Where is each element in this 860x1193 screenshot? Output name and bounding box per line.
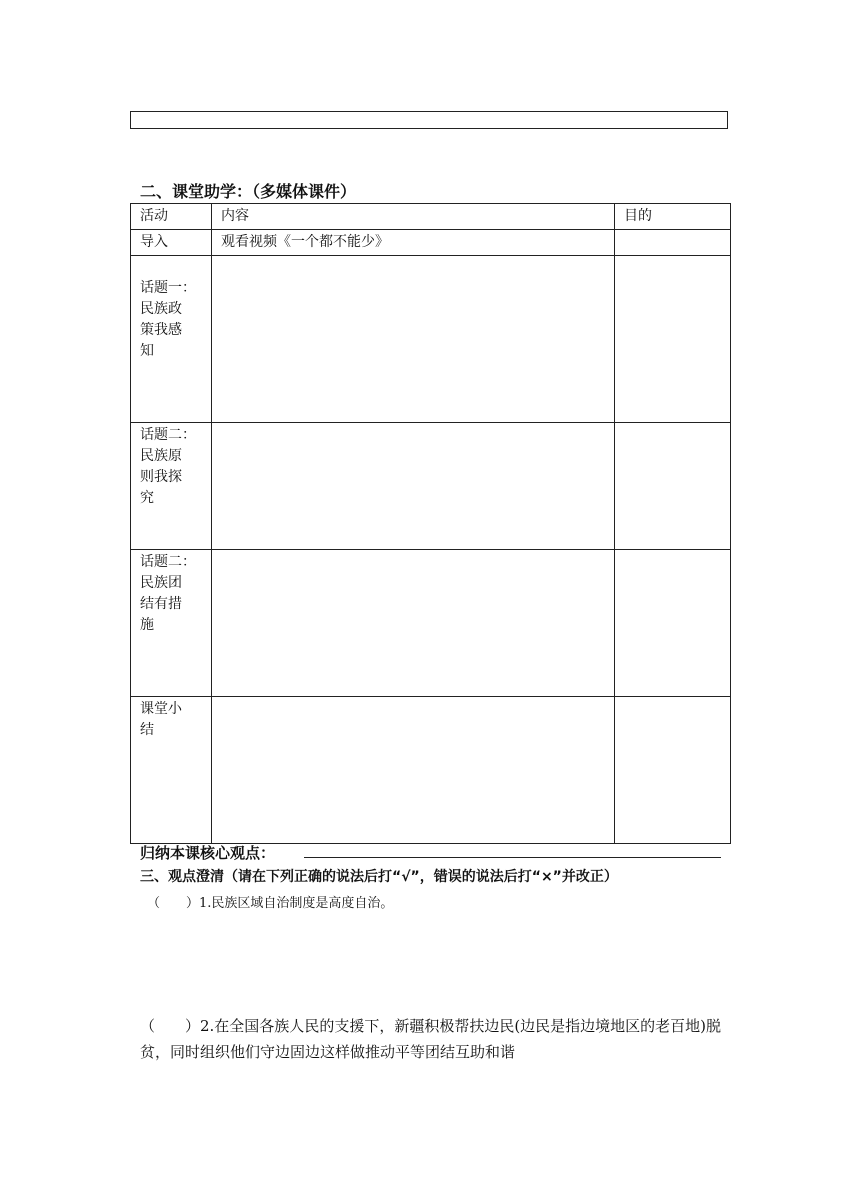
header-purpose: 目的	[615, 204, 731, 230]
question-2: （ ）2.在全国各族人民的支援下，新疆积极帮扶边民(边民是指边境地区的老百地)脱贫，同时组织他们守边固边这样做推动平等团结互助和谐	[140, 1017, 722, 1061]
table-row	[131, 256, 731, 423]
section-title-classroom-assist: 二、课堂助学：（多媒体课件）	[140, 182, 357, 201]
lesson-table	[130, 203, 731, 844]
summary-content-cell[interactable]	[212, 697, 615, 844]
topic3-activity: 话题二： 民族团 结有措 施	[131, 550, 212, 697]
table-row	[131, 550, 731, 697]
table-header-row	[131, 204, 731, 230]
core-viewpoint-label: 归纳本课核心观点：	[140, 844, 276, 862]
topic2-activity: 话题二： 民族原 则我探 究	[131, 423, 212, 550]
question-1: （ ）1.民族区域自治制度是高度自治。	[147, 896, 394, 911]
intro-activity: 导入	[131, 230, 212, 256]
header-activity: 活动	[131, 204, 212, 230]
topic3-content-cell[interactable]	[212, 550, 615, 697]
intro-content: 观看视频《一个都不能少》	[212, 230, 615, 256]
intro-purpose-cell[interactable]	[615, 230, 731, 256]
summary-purpose-cell[interactable]	[615, 697, 731, 844]
answer-box	[130, 111, 728, 129]
table-row	[131, 697, 731, 844]
core-viewpoint-answer-line[interactable]	[304, 857, 721, 858]
table-row	[131, 423, 731, 550]
topic2-content-cell[interactable]	[212, 423, 615, 550]
topic2-purpose-cell[interactable]	[615, 423, 731, 550]
table-row	[131, 230, 731, 256]
summary-activity: 课堂小 结	[131, 697, 212, 844]
topic1-content-cell[interactable]	[212, 256, 615, 423]
header-content: 内容	[212, 204, 615, 230]
topic1-purpose-cell[interactable]	[615, 256, 731, 423]
topic1-activity: 话题一： 民族政 策我感 知	[131, 256, 212, 423]
topic3-purpose-cell[interactable]	[615, 550, 731, 697]
section-title-clarify: 三、观点澄清（请在下列正确的说法后打“√”，错误的说法后打“×”并改正）	[140, 869, 618, 885]
